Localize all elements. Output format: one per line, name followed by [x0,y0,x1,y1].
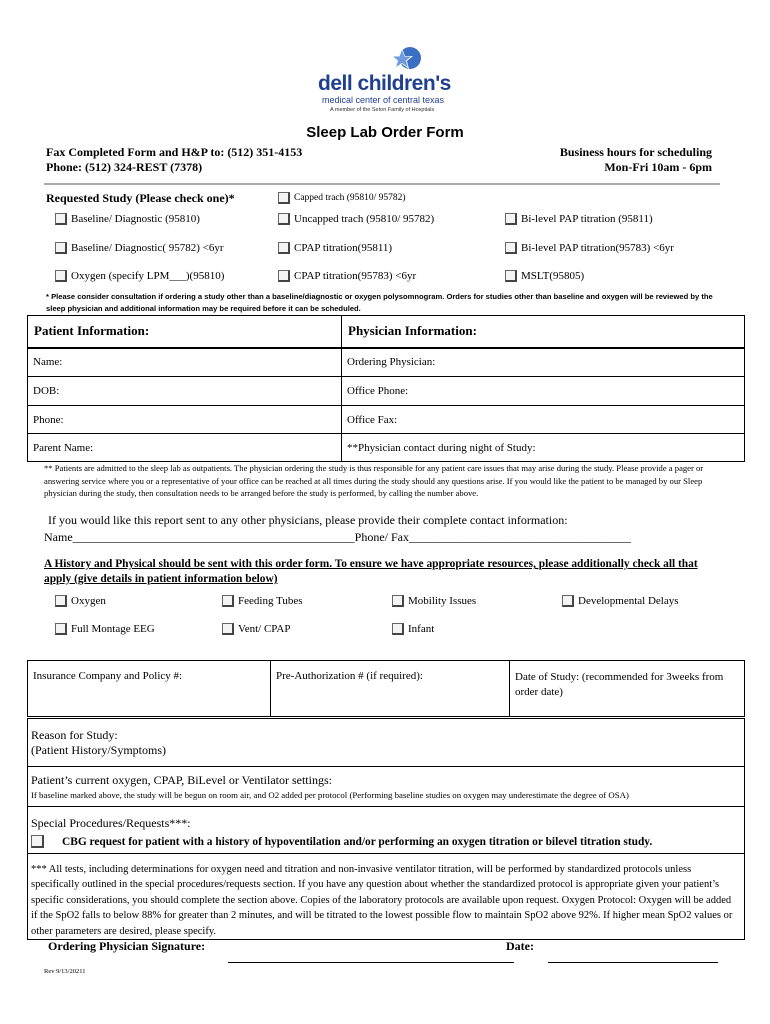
logo-main-text: dell children's [318,72,451,95]
checkbox[interactable] [278,213,290,225]
settings-label[interactable]: Patient’s current oxygen, CPAP, BiLevel or Ventilator settings: [31,773,332,787]
checkbox[interactable] [278,192,290,204]
study-option-bilevel[interactable] [505,213,653,225]
reason-label[interactable]: Reason for Study: [31,728,118,742]
checkbox[interactable] [55,270,67,282]
checkbox[interactable] [55,213,67,225]
phone-line: Phone: (512) 324-REST (7378) [46,160,203,174]
option-label: Capped trach (95810/ 95782) [294,193,406,204]
checkbox[interactable] [55,595,67,607]
option-label: Bi-level PAP titration(95783) <6yr [521,242,674,254]
divider [27,853,745,854]
study-date-field[interactable]: Date of Study: (recommended for 3weeks from order date) [510,661,745,717]
checkbox[interactable] [55,242,67,254]
date-label: Date: [506,939,534,953]
option-label: Feeding Tubes [238,595,303,607]
preauth-field[interactable]: Pre-Authorization # (if required): [271,661,510,717]
checkbox[interactable] [222,595,234,607]
hours-label: Business hours for scheduling [559,145,712,159]
study-option-uncapped-trach[interactable] [278,213,434,225]
study-option-bilevel-6yr[interactable] [505,242,674,254]
option-label: CPAP titration(95783) <6yr [294,270,417,282]
checkbox[interactable] [278,270,290,282]
info-table [27,315,745,462]
insurance-field[interactable]: Insurance Company and Policy #: [28,661,271,717]
checkbox[interactable] [505,270,517,282]
divider [27,766,745,767]
option-label: Baseline/ Diagnostic( 95782) <6yr [71,242,224,254]
checkbox[interactable] [505,242,517,254]
history-heading: A History and Physical should be sent with this order form. To ensure we have appropriate resources, please additionally check all that apply (give details in patient information below) [44,558,698,585]
fax-line: Fax Completed Form and H&P to: (512) 351-4153 [46,145,303,159]
reason-sub-label: (Patient History/Symptoms) [31,743,166,757]
option-label: MSLT(95805) [521,270,585,282]
history-oxygen[interactable] [55,595,106,607]
divider [27,806,745,807]
option-label: Infant [408,623,435,635]
history-mobility[interactable] [392,595,476,607]
option-label: Uncapped trach (95810/ 95782) [294,213,435,225]
cbg-request-label: CBG request for patient with a history of hypoventilation and/or performing an oxygen titration or bilevel titration study. [62,836,653,848]
protocol-note: *** All tests, including determinations for oxygen need and titration and non-invasive ventilator titration, will be performed by standardized protocols unless specifically outlined in the special procedures/requests section. If you have any question about whether the standardized protocol is appropriate given your patient’s specific considerations, you should complete the section above. Copies of the laboratory protocols are available upon request. Oxygen Protocol: Oxygen will be added if the SpO2 falls to below 88% for greater than 2 minutes, and will be titrated to the lowest possible flow to maintain SpO2 above 92%. If higher mean SpO2 values or other parameters are desired, please specify. [31,864,733,937]
date-line[interactable] [548,962,718,963]
logo-sub-text: medical center of central texas [322,95,445,105]
insurance-table [27,660,745,717]
option-label: Baseline/ Diagnostic (95810) [71,213,200,225]
history-vent-cpap[interactable] [222,623,290,635]
checkbox[interactable] [392,623,404,635]
office-phone-field[interactable]: Office Phone: [342,377,745,406]
study-option-baseline[interactable] [55,213,200,225]
option-label: Mobility Issues [408,595,477,607]
checkbox[interactable] [31,835,44,848]
parent-name-field[interactable]: Parent Name: [28,434,342,462]
option-label: Vent/ CPAP [238,623,291,635]
revision-label: Rev 9/13/20211 [44,968,86,975]
checkbox[interactable] [562,595,574,607]
patient-info-header: Patient Information: [28,316,342,348]
settings-note: If baseline marked above, the study will be begun on room air, and O2 added per protocol (Performing baseline studies on oxygen may underestimate the degree of OSA) [31,790,629,800]
history-infant[interactable] [392,623,434,635]
checkbox[interactable] [392,595,404,607]
study-option-oxygen[interactable] [55,270,224,282]
history-developmental[interactable] [562,595,679,607]
office-fax-field[interactable]: Office Fax: [342,406,745,434]
special-procedures-label[interactable]: Special Procedures/Requests***: [31,816,191,830]
option-label: Full Montage EEG [71,623,155,635]
logo-member-text: A member of the Seton Family of Hospitals [330,107,435,113]
option-label: Oxygen [71,595,106,607]
checkbox[interactable] [55,623,67,635]
ordering-physician-field[interactable]: Ordering Physician: [342,348,745,377]
night-contact-field[interactable]: **Physician contact during night of Study: [342,434,745,462]
study-option-capped-trach[interactable] [278,192,406,204]
report-instruction: If you would like this report sent to any other physicians, please provide their complete contact information: [48,513,568,527]
study-note: * Please consider consultation if ordering a study other than a baseline/diagnostic or oxygen polysomnogram. Orders for studies other than baseline and oxygen will be reviewed by the sleep physician and additional information may be required before it can be scheduled. [46,292,713,313]
checkbox[interactable] [278,242,290,254]
outpatient-note: ** Patients are admitted to the sleep lab as outpatients. The physician ordering the study is thus responsible for any patient care issues that may arise during the study. Please provide a pager or answering service where you or a representative of your office can be reached at all times during the study should any questions arise. If you would like the patient to be managed by our Sleep physician during the study, then consultation needs to be arranged before the study is performed, by calling the number above. [44,463,704,499]
history-eeg[interactable] [55,623,155,635]
header-divider [44,183,720,185]
page-title: Sleep Lab Order Form [306,124,464,141]
physician-info-header: Physician Information: [342,316,745,348]
hours-value: Mon-Fri 10am - 6pm [604,160,712,174]
option-label: Developmental Delays [578,595,679,607]
signature-line[interactable] [228,962,514,963]
study-option-mslt[interactable] [505,270,584,282]
patient-phone-field[interactable]: Phone: [28,406,342,434]
option-label: Oxygen (specify LPM___)(95810) [71,270,225,282]
logo [316,44,456,122]
option-label: Bi-level PAP titration (95811) [521,213,653,225]
patient-name-field[interactable]: Name: [28,348,342,377]
patient-dob-field[interactable]: DOB: [28,377,342,406]
study-option-cpap[interactable] [278,242,392,254]
signature-label: Ordering Physician Signature: [48,939,206,953]
study-option-baseline-6yr[interactable] [55,242,224,254]
checkbox[interactable] [505,213,517,225]
cbg-row[interactable] [31,832,652,850]
report-contact-line[interactable]: Name_______________________________________________Phone/ Fax_____________________________________ [44,530,631,544]
checkbox[interactable] [222,623,234,635]
study-option-cpap-6yr[interactable] [278,270,416,282]
option-label: CPAP titration(95811) [294,242,393,254]
history-feeding-tubes[interactable] [222,595,303,607]
requested-study-label: Requested Study (Please check one)* [46,191,235,205]
